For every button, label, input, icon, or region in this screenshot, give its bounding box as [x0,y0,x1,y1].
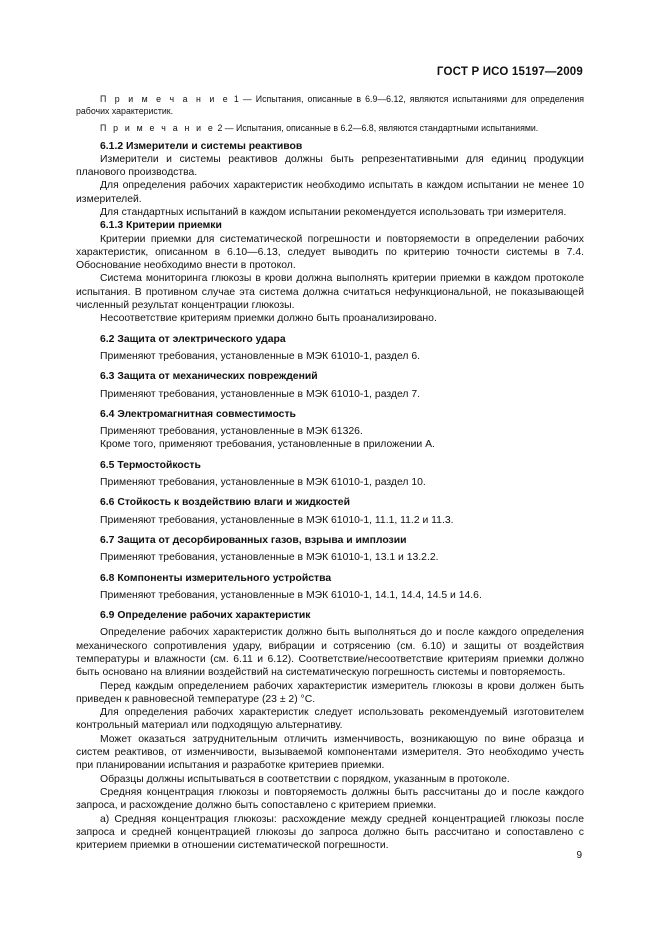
standard-header: ГОСТ Р ИСО 15197—2009 [436,66,583,78]
paragraph: Система мониторинга глюкозы в крови должна выполнять критерии приемки в каждом протоколе испытания. В противном случае эта система должна считаться нефункциональной, не показывающей численный результат концентрации глюкозы. [76,273,584,312]
section-6-7-title: 6.7 Защита от десорбированных газов, взрыва и имплозии [100,534,407,546]
note-label: П р и м е ч а н и е [100,94,230,104]
paragraph: Кроме того, применяют требования, установленные в приложении А. [100,439,435,451]
paragraph: Перед каждым определением рабочих характеристик измеритель глюкозы в крови должен быть приведен к равновесной температуре (23 ± 2) °C. [76,680,584,705]
section-6-6-title: 6.6 Стойкость к воздействию влаги и жидкостей [100,497,350,509]
paragraph: Применяют требования, установленные в МЭК 61010-1, 11.1, 11.2 и 11.3. [100,514,454,526]
section-6-1-3-title: 6.1.3 Критерии приемки [100,220,222,232]
section-6-2-title: 6.2 Защита от электрического удара [100,333,286,345]
paragraph: Образцы должны испытываться в соответствии с порядком, указанным в протоколе. [100,773,510,785]
section-6-3-title: 6.3 Защита от механических повреждений [100,371,318,383]
note-1 [76,94,584,117]
note-text: 1 — Испытания, описанные в 6.9—6.12, являются испытаниями для определения рабочих характеристик. [76,94,584,116]
paragraph: Применяют требования, установленные в МЭК 61010-1, раздел 10. [100,477,426,489]
paragraph: Для стандартных испытаний в каждом испытании рекомендуется использовать три измерителя. [100,206,567,218]
page-content [76,94,584,852]
paragraph: Критерии приемки для систематической погрешности и повторяемости в определении рабочих характеристик, описанном в 6.10—6.13, следует выводить по критерию точности системы в 7.4. Обоснование необходимо внести в протокол. [76,233,584,272]
note-label: П р и м е ч а н и е [100,123,216,133]
note-text: 2 — Испытания, описанные в 6.2—6.8, являются стандартными испытаниями. [215,123,539,133]
paragraph: Применяют требования, установленные в МЭК 61010-1, 14.1, 14.4, 14.5 и 14.6. [100,589,482,601]
section-6-4-title: 6.4 Электромагнитная совместимость [100,408,296,420]
paragraph: Применяют требования, установленные в МЭК 61010-1, раздел 7. [100,388,421,400]
section-6-8-title: 6.8 Компоненты измерительного устройства [100,572,332,584]
paragraph: Для определения рабочих характеристик следует использовать рекомендуемый изготовителем контрольный материал или подходящую альтернативу. [76,707,584,732]
paragraph: Применяют требования, установленные в МЭК 61326. [100,426,363,438]
page-number: 9 [576,850,582,861]
paragraph: Средняя концентрация глюкозы и повторяемость должны быть рассчитаны до и после каждого запроса, и расхождение должно быть сопоставлено с критерием приемки. [76,786,584,812]
paragraph: Несоответствие критериям приемки должно быть проанализировано. [100,313,437,325]
paragraph: Может оказаться затруднительным отличить изменчивость, возникающую по вине образца и систем реактивов, от изменчивости, вызываемой компонентами измерителя. Это необходимо учесть при планировании испытания и разработке критериев приемки. [76,733,584,772]
list-item: а) Средняя концентрация глюкозы: расхождение между средней концентрацией глюкозы после запроса и средней концентрацией глюкозы до запроса должно быть рассчитано и сопоставлено с критерием приемки в отношении систематической погрешности. [76,813,584,852]
paragraph: Измерители и системы реактивов должны быть репрезентативными для единиц продукции планового производства. [76,153,584,179]
paragraph: Применяют требования, установленные в МЭК 61010-1, раздел 6. [100,350,421,362]
paragraph: Применяют требования, установленные в МЭК 61010-1, 13.1 и 13.2.2. [100,552,439,564]
paragraph: Определение рабочих характеристик должно быть выполняться до и после каждого определения механического сопротивления удару, вибрации и сотрясению (см. 6.10) и защиты от воздействия температуры и влажности (см. 6.11 и 6.12). Соответствие/несоответствие критериям приемки должно быть основано на влиянии воздействий на систематическую погрешность системы и повторяемость. [76,627,584,679]
paragraph: Для определения рабочих характеристик необходимо испытать в каждом испытании не менее 10 измерителей. [76,180,584,205]
section-6-9-title: 6.9 Определение рабочих характеристик [100,610,311,622]
note-2 [76,123,584,135]
section-6-1-2-title: 6.1.2 Измерители и системы реактивов [100,140,303,152]
section-6-5-title: 6.5 Термостойкость [100,459,201,471]
